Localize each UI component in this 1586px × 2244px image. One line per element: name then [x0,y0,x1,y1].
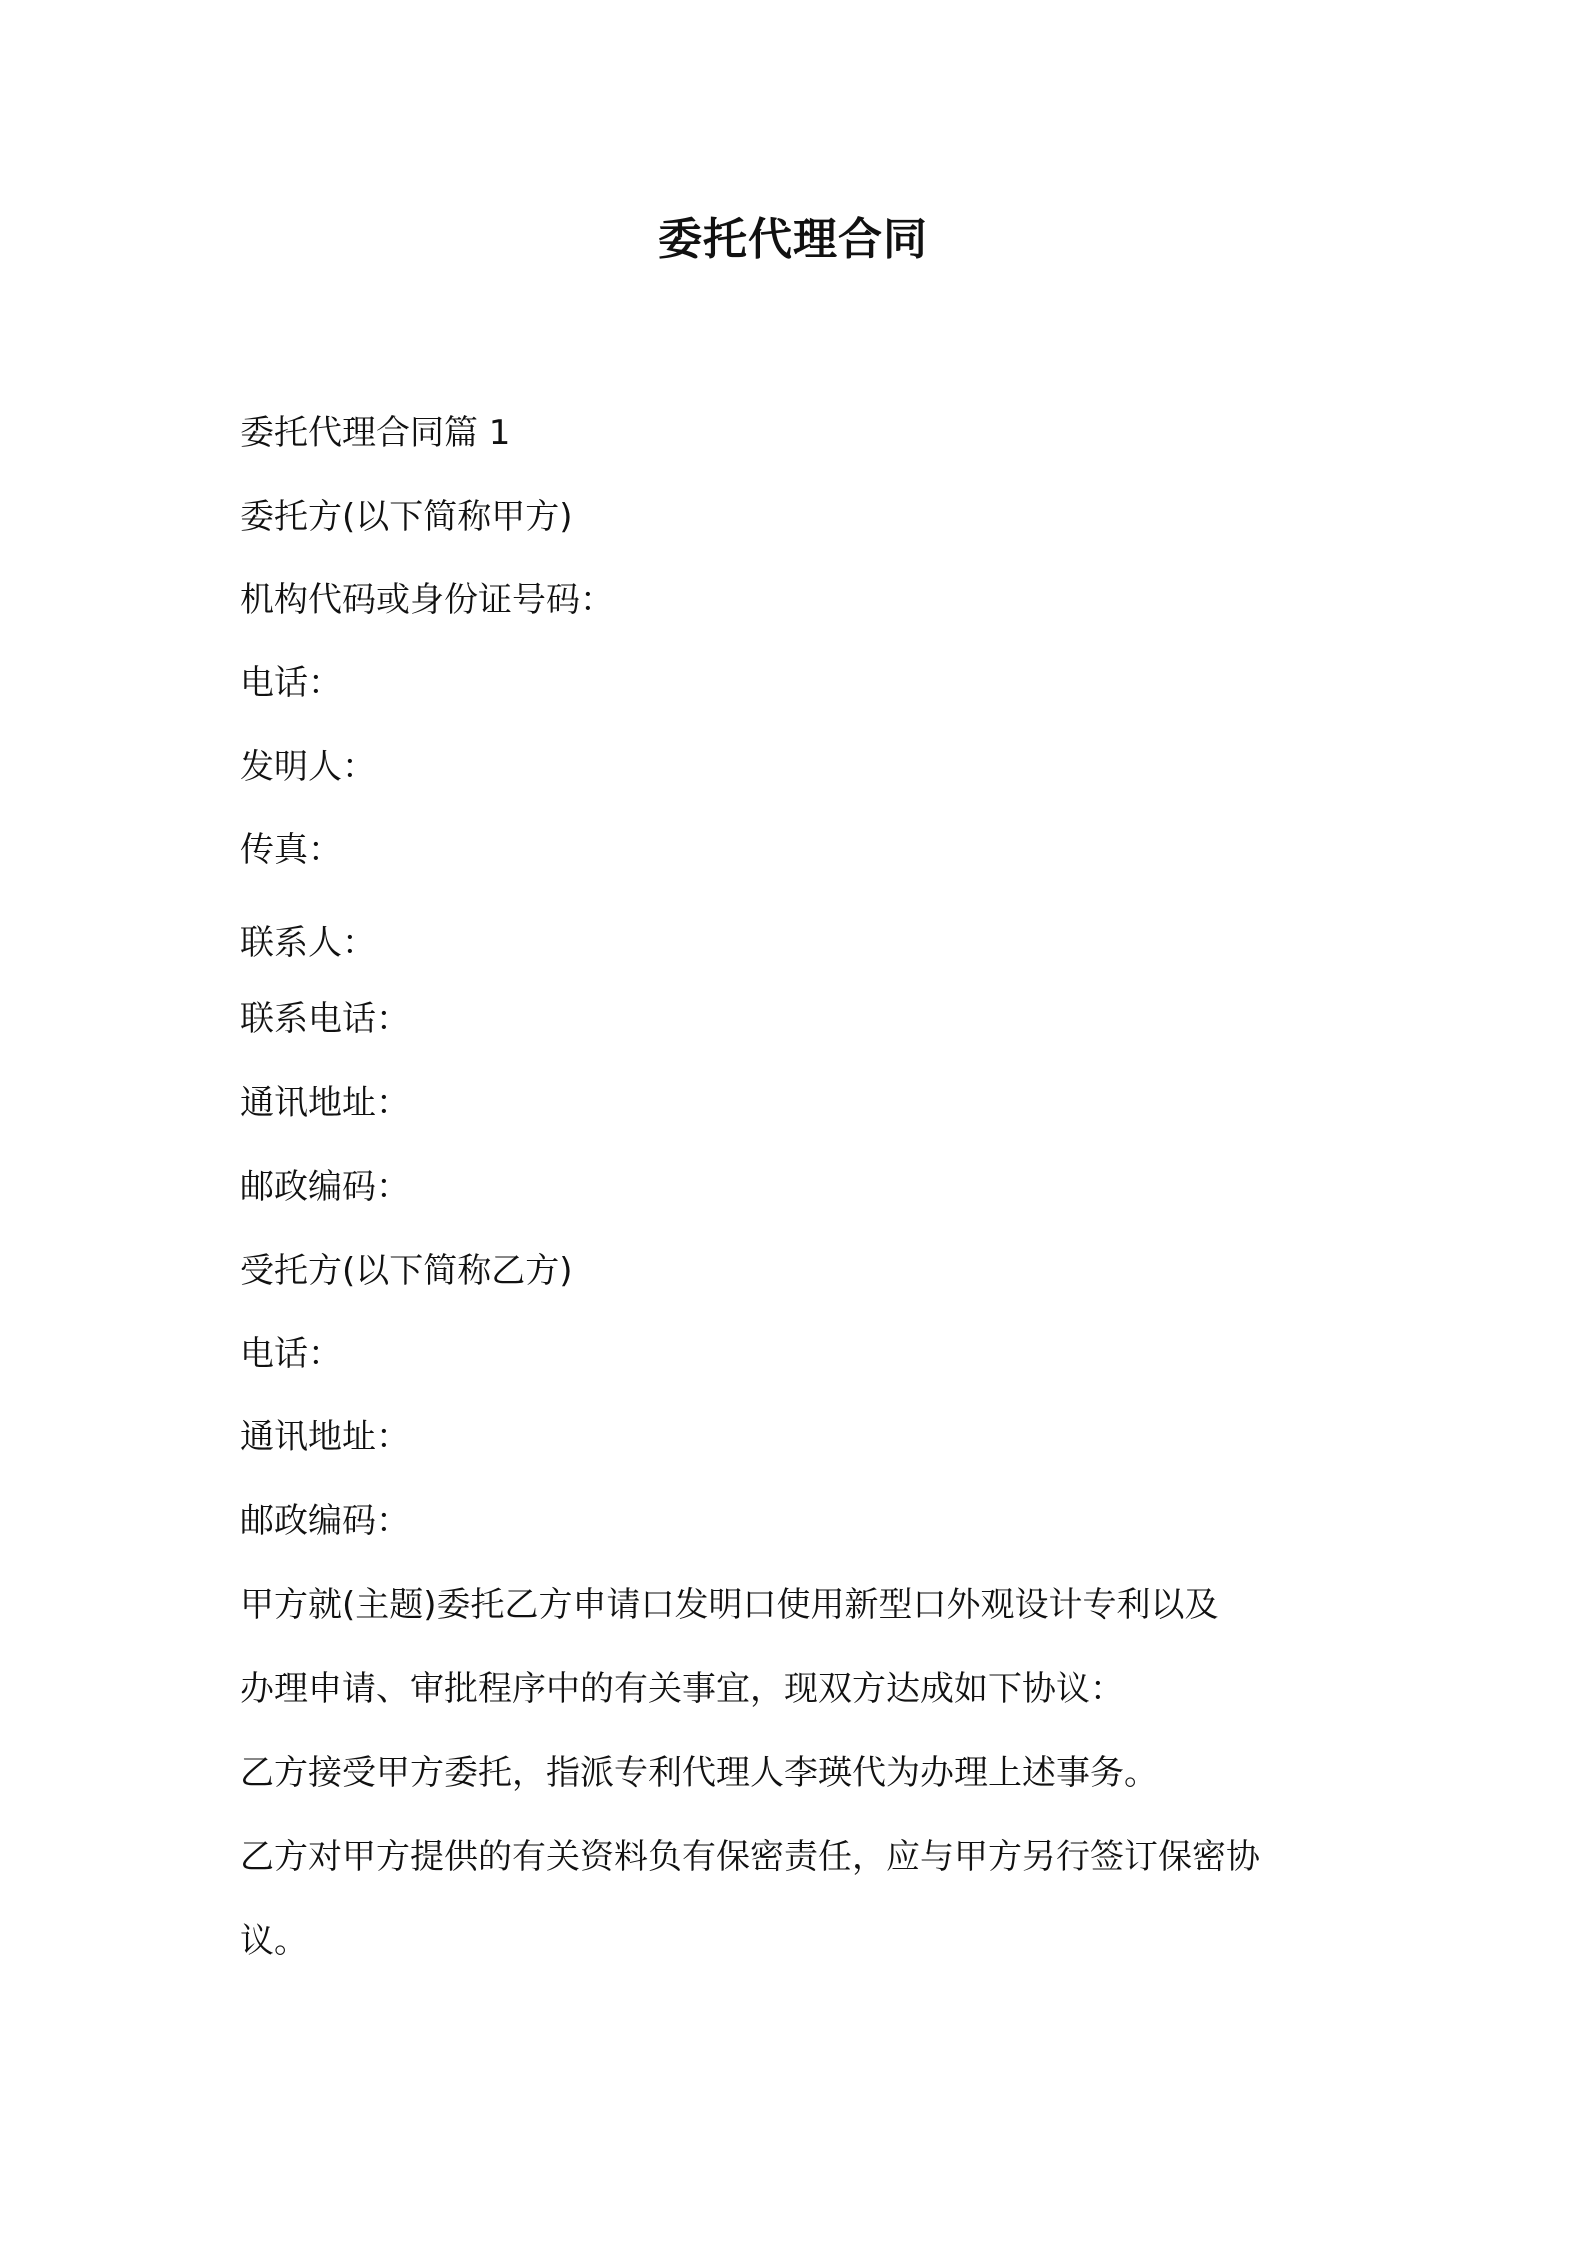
field-contact: 联系人： [240,923,376,963]
field-postcode: 邮政编码： [240,1167,410,1207]
agent-heading: 受托方(以下简称乙方) [240,1251,573,1291]
paragraph-scope-line-2: 办理申请、审批程序中的有关事宜，现双方达成如下协议： [240,1669,1124,1709]
principal-heading: 委托方(以下简称甲方) [240,497,573,537]
paragraph-confidentiality-line-2: 议。 [240,1921,308,1961]
field-fax: 传真： [240,830,342,870]
field-inventor: 发明人： [240,747,376,787]
agent-field-phone: 电话： [240,1334,342,1374]
paragraph-confidentiality-line-1: 乙方对甲方提供的有关资料负有保密责任，应与甲方另行签订保密协 [240,1837,1260,1877]
field-phone: 电话： [240,663,342,703]
agent-field-postcode: 邮政编码： [240,1501,410,1541]
field-id-code: 机构代码或身份证号码： [240,580,614,620]
field-address: 通讯地址： [240,1083,410,1123]
paragraph-scope-line-1: 甲方就(主题)委托乙方申请口发明口使用新型口外观设计专利以及 [240,1585,1219,1625]
agent-field-address: 通讯地址： [240,1417,410,1457]
document-title: 委托代理合同 [658,214,928,265]
field-contact-phone: 联系电话： [240,999,410,1039]
paragraph-appointment: 乙方接受甲方委托，指派专利代理人李瑛代为办理上述事务。 [240,1753,1158,1793]
section-heading: 委托代理合同篇 1 [240,413,511,453]
